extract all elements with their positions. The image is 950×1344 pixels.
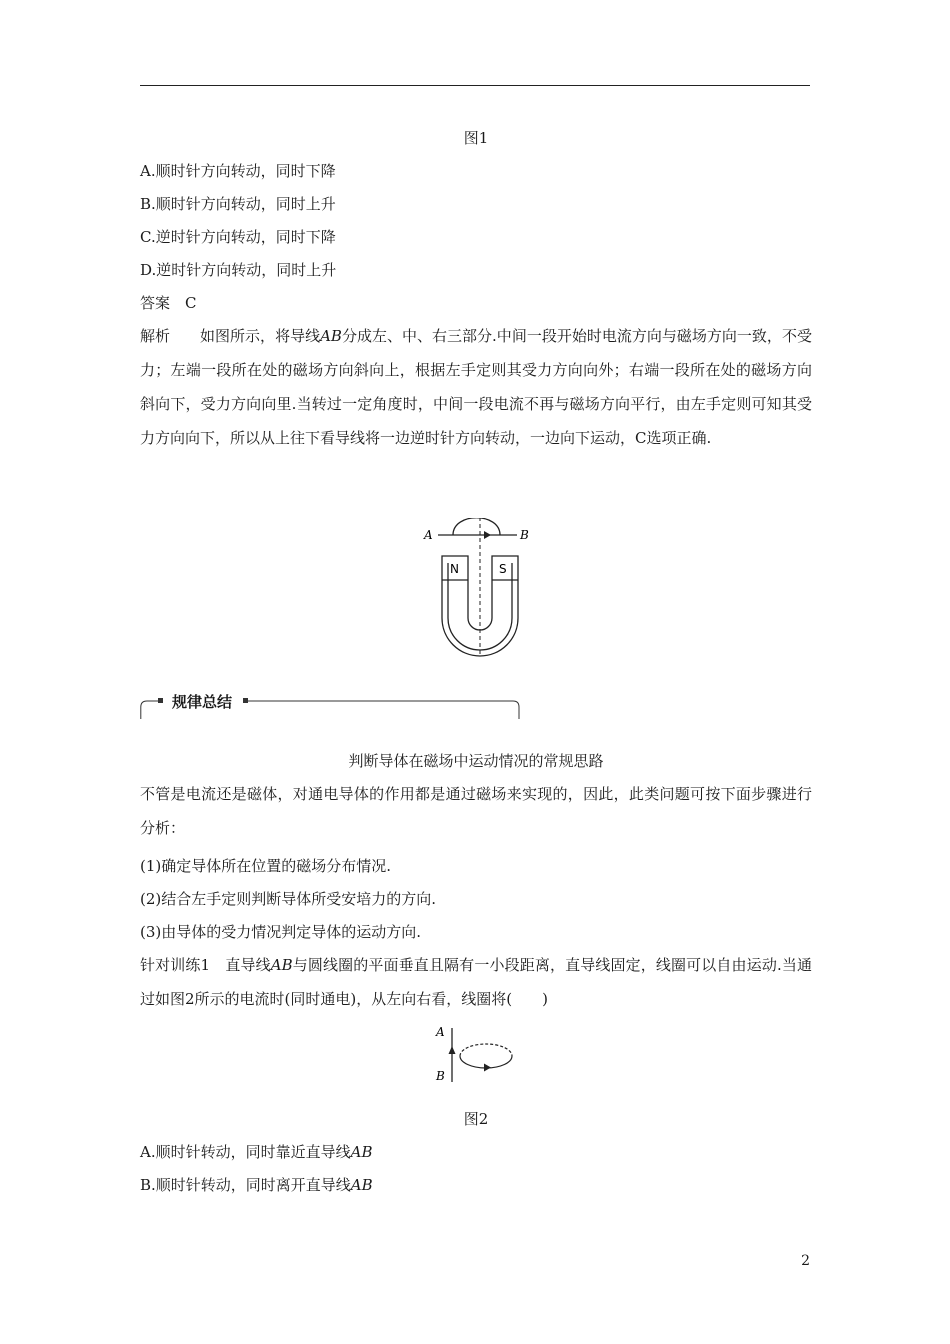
- coil-label-a: A: [436, 1025, 445, 1039]
- option2-b: [140, 1175, 373, 1195]
- step-3: (3)由导体的受力情况判定导体的运动方向.: [140, 923, 422, 941]
- option-c: C.逆时针方向转动，同时下降: [140, 228, 336, 246]
- coil-back: [460, 1044, 512, 1056]
- magnet-figure: [420, 518, 540, 658]
- answer-line: 答案 C: [140, 294, 197, 312]
- step-2: (2)结合左手定则判断导体所受安培力的方向.: [140, 890, 437, 908]
- coil-current-arrow: [484, 1064, 491, 1072]
- analysis-label: 解析: [140, 327, 171, 345]
- practice-label: 针对训练1: [140, 956, 211, 974]
- practice-var-ab: AB: [270, 956, 293, 974]
- summary-intro: 不管是电流还是磁体，对通电导体的作用都是通过磁场来实现的，因此，此类问题可按下面步骤进行分析：: [140, 785, 812, 837]
- practice-text-1: 直导线: [225, 956, 271, 974]
- label-n: N: [450, 562, 459, 576]
- analysis-text-1: 如图所示，将导线: [200, 327, 321, 345]
- wire-arc: [453, 518, 500, 535]
- summary-heading: 判断导体在磁场中运动情况的常规思路: [348, 752, 604, 770]
- option2-a-var: AB: [350, 1143, 373, 1161]
- figure-1-caption: 图1: [463, 129, 489, 147]
- option-d: D.逆时针方向转动，同时上升: [140, 261, 337, 279]
- page-number: 2: [801, 1253, 810, 1269]
- wire-current-arrow: [449, 1046, 456, 1054]
- option2-b-text: B.顺时针转动，同时离开直导线: [140, 1176, 351, 1194]
- analysis-var-ab: AB: [320, 327, 342, 345]
- label-b: B: [520, 528, 529, 542]
- option2-a: [140, 1142, 372, 1162]
- analysis-text-2: 分成左、中、右三部分.中间一段开始时电流方向与磁场方向一致，不受力；左端一段所在处的磁场方向斜向上，根据左手定则其受力方向向外；右端一段所在处的磁场方向斜向下，受力方向向里.当转过一定角度时，中间一段电流不再与磁场方向平行，由左手定则可知其受力方向向下，所以从上往下看导线将一边逆时针方向转动，一边向下运动，C选项正确.: [140, 327, 812, 447]
- coil-figure: [430, 1022, 530, 1086]
- option2-a-text: A.顺时针转动，同时靠近直导线: [140, 1143, 351, 1161]
- analysis-paragraph: [140, 319, 812, 455]
- label-s: S: [499, 562, 507, 576]
- option-b: B.顺时针方向转动，同时上升: [140, 195, 336, 213]
- label-a: A: [424, 528, 433, 542]
- summary-box-title: 规律总结: [172, 693, 233, 711]
- practice-paragraph: [140, 948, 812, 1016]
- current-arrow: [484, 531, 491, 539]
- coil-label-b: B: [436, 1069, 445, 1083]
- header-rule: [140, 85, 810, 86]
- figure-2-caption: 图2: [463, 1110, 489, 1128]
- step-1: (1)确定导体所在位置的磁场分布情况.: [140, 857, 392, 875]
- option2-b-var: AB: [350, 1176, 373, 1194]
- practice-text-2: 与圆线圈的平面垂直且隔有一小段距离，直导线固定，线圈可以自由运动.当通过如图2所示的电流时(同时通电)，从左向右看，线圈将( ): [140, 956, 812, 1008]
- option-a: A.顺时针方向转动，同时下降: [140, 162, 336, 180]
